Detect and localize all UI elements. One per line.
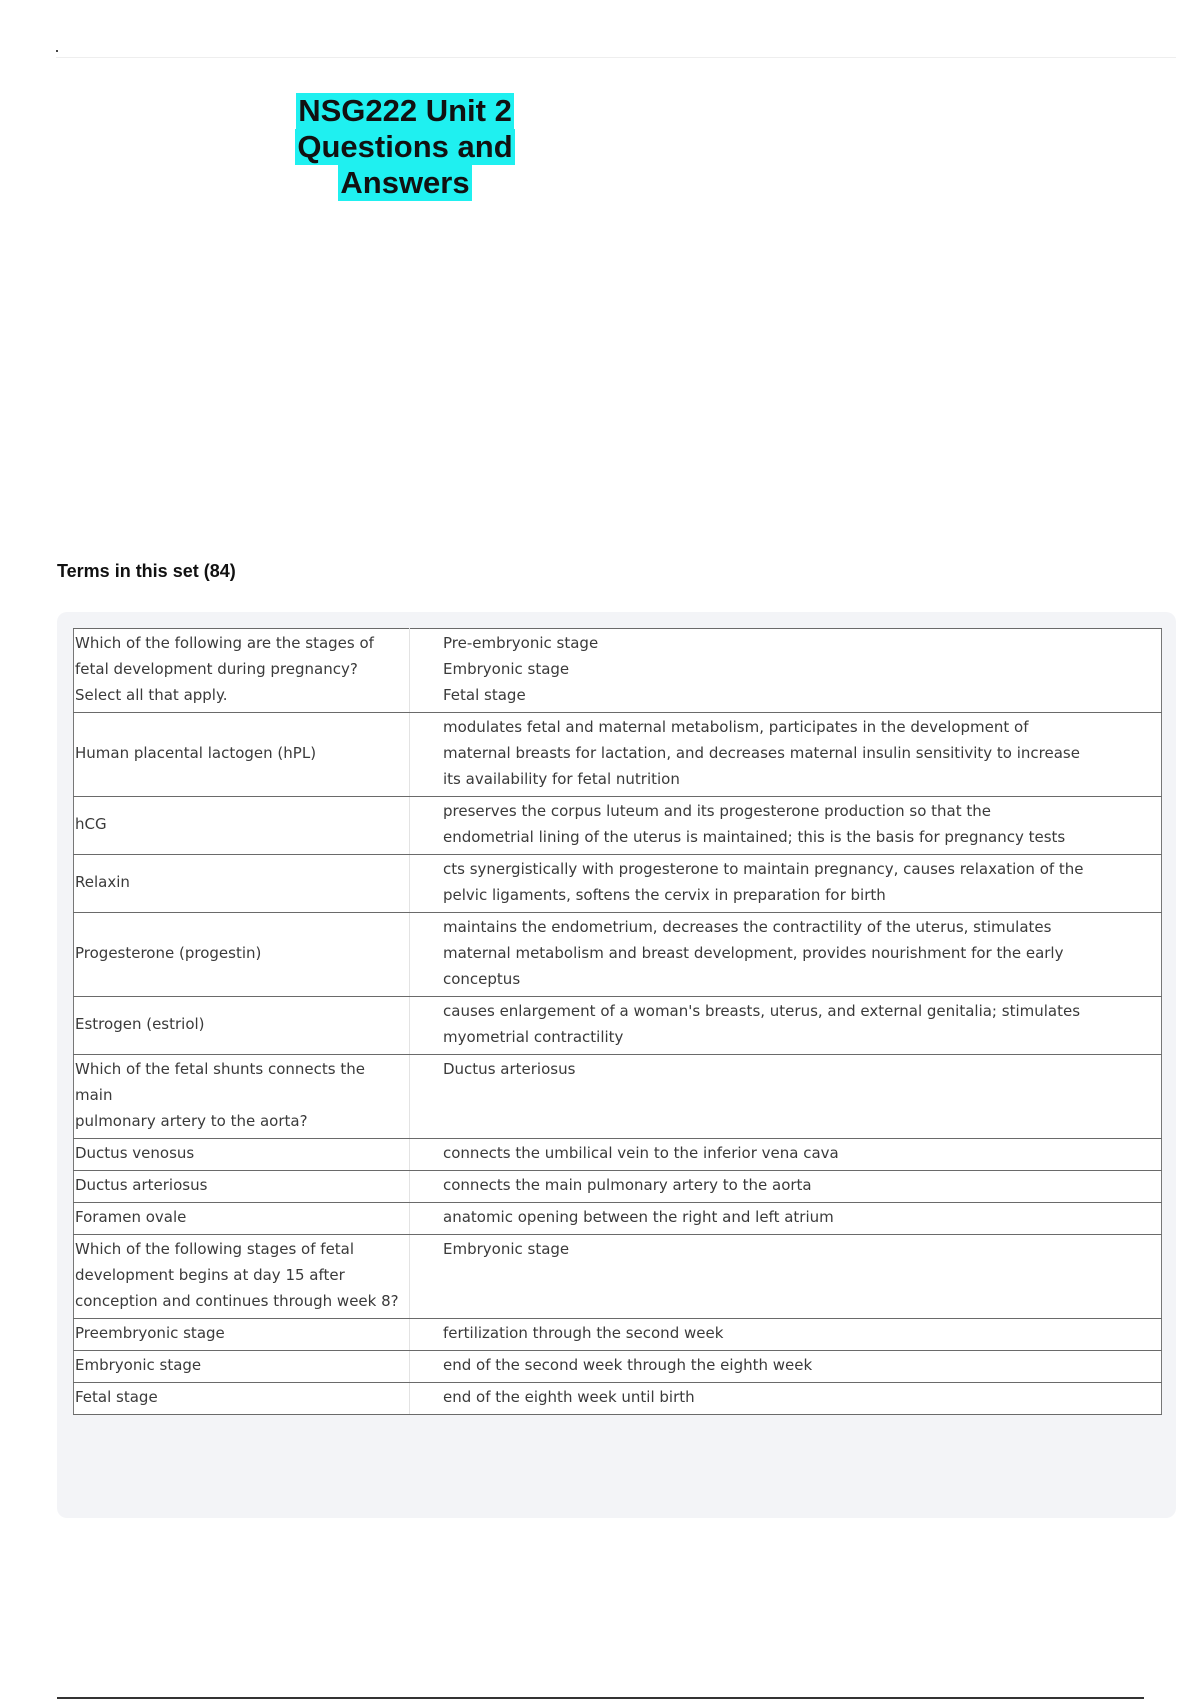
definition-cell bbox=[410, 1139, 1162, 1171]
table-row bbox=[74, 629, 1162, 713]
definition-cell bbox=[410, 1319, 1162, 1351]
definition-text: conceptus bbox=[443, 970, 521, 988]
footer-divider bbox=[57, 1697, 1144, 1699]
term-cell bbox=[74, 1139, 410, 1171]
title-line: Answers bbox=[340, 165, 470, 200]
table-row bbox=[74, 1235, 1162, 1319]
definition-text: end of the eighth week until birth bbox=[443, 1388, 695, 1406]
page-marker-dot bbox=[56, 50, 58, 52]
term-cell bbox=[74, 1235, 410, 1319]
definition-cell bbox=[410, 855, 1162, 913]
definition-text: modulates fetal and maternal metabolism, participates in the development of bbox=[443, 718, 1029, 736]
definition-cell bbox=[410, 713, 1162, 797]
term-text: Which of the following are the stages of bbox=[75, 634, 374, 652]
term-cell bbox=[74, 713, 410, 797]
title-line: Questions and bbox=[297, 129, 513, 164]
definition-text: maintains the endometrium, decreases the contractility of the uterus, stimulates bbox=[443, 918, 1052, 936]
term-text: Preembryonic stage bbox=[75, 1324, 225, 1342]
definition-text: Pre-embryonic stage bbox=[443, 634, 599, 652]
definition-text: causes enlargement of a woman's breasts, uterus, and external genitalia; stimulates bbox=[443, 1002, 1081, 1020]
table-row bbox=[74, 1383, 1162, 1415]
terms-table bbox=[73, 628, 1162, 1415]
definition-cell bbox=[410, 1235, 1162, 1319]
definition-text: its availability for fetal nutrition bbox=[443, 770, 680, 788]
table-row bbox=[74, 855, 1162, 913]
term-text: Ductus venosus bbox=[75, 1144, 195, 1162]
definition-cell bbox=[410, 913, 1162, 997]
term-text: Fetal stage bbox=[75, 1388, 158, 1406]
definition-text: endometrial lining of the uterus is maintained; this is the basis for pregnancy tests bbox=[443, 828, 1066, 846]
table-row bbox=[74, 797, 1162, 855]
term-text: Estrogen (estriol) bbox=[75, 1015, 205, 1033]
definition-text: connects the umbilical vein to the inferior vena cava bbox=[443, 1144, 839, 1162]
term-text: Human placental lactogen (hPL) bbox=[75, 744, 317, 762]
term-cell bbox=[74, 1203, 410, 1235]
table-row bbox=[74, 1171, 1162, 1203]
document-title bbox=[250, 93, 560, 201]
definition-text: pelvic ligaments, softens the cervix in preparation for birth bbox=[443, 886, 886, 904]
header-divider bbox=[56, 57, 1176, 58]
title-line: NSG222 Unit 2 bbox=[298, 93, 512, 128]
definition-cell bbox=[410, 1171, 1162, 1203]
definition-text: Ductus arteriosus bbox=[443, 1060, 576, 1078]
table-row bbox=[74, 1055, 1162, 1139]
term-text: Which of the following stages of fetal bbox=[75, 1240, 355, 1258]
term-text: Foramen ovale bbox=[75, 1208, 187, 1226]
term-text: Ductus arteriosus bbox=[75, 1176, 208, 1194]
term-text: pulmonary artery to the aorta? bbox=[75, 1112, 308, 1130]
term-text: Relaxin bbox=[75, 873, 130, 891]
definition-text: fertilization through the second week bbox=[443, 1324, 724, 1342]
term-text: conception and continues through week 8? bbox=[75, 1292, 399, 1310]
table-row bbox=[74, 1319, 1162, 1351]
definition-text: anatomic opening between the right and left atrium bbox=[443, 1208, 834, 1226]
term-text: development begins at day 15 after bbox=[75, 1266, 345, 1284]
definition-text: connects the main pulmonary artery to the aorta bbox=[443, 1176, 812, 1194]
term-cell bbox=[74, 1171, 410, 1203]
term-cell bbox=[74, 797, 410, 855]
definition-text: maternal breasts for lactation, and decreases maternal insulin sensitivity to increase bbox=[443, 744, 1080, 762]
term-text: Which of the fetal shunts connects the main bbox=[75, 1060, 365, 1104]
definition-text: preserves the corpus luteum and its progesterone production so that the bbox=[443, 802, 992, 820]
term-cell bbox=[74, 1383, 410, 1415]
table-row bbox=[74, 1351, 1162, 1383]
term-cell bbox=[74, 1319, 410, 1351]
table-row bbox=[74, 713, 1162, 797]
term-text: Embryonic stage bbox=[75, 1356, 202, 1374]
term-text: fetal development during pregnancy? bbox=[75, 660, 358, 678]
table-row bbox=[74, 1203, 1162, 1235]
term-cell bbox=[74, 855, 410, 913]
definition-text: cts synergistically with progesterone to maintain pregnancy, causes relaxation of the bbox=[443, 860, 1084, 878]
definition-cell bbox=[410, 629, 1162, 713]
definition-text: myometrial contractility bbox=[443, 1028, 624, 1046]
definition-cell bbox=[410, 1383, 1162, 1415]
term-cell bbox=[74, 1055, 410, 1139]
definition-text: maternal metabolism and breast development, provides nourishment for the early bbox=[443, 944, 1064, 962]
definition-cell bbox=[410, 1351, 1162, 1383]
definition-cell bbox=[410, 997, 1162, 1055]
definition-text: end of the second week through the eighth week bbox=[443, 1356, 813, 1374]
term-cell bbox=[74, 629, 410, 713]
term-text: Progesterone (progestin) bbox=[75, 944, 262, 962]
definition-text: Embryonic stage bbox=[443, 1240, 570, 1258]
definition-cell bbox=[410, 797, 1162, 855]
term-text: hCG bbox=[75, 815, 107, 833]
term-cell bbox=[74, 913, 410, 997]
definition-text: Fetal stage bbox=[443, 686, 526, 704]
terms-count-heading: Terms in this set (84) bbox=[57, 561, 236, 581]
term-text: Select all that apply. bbox=[75, 686, 228, 704]
table-row bbox=[74, 1139, 1162, 1171]
table-row bbox=[74, 913, 1162, 997]
table-row bbox=[74, 997, 1162, 1055]
definition-text: Embryonic stage bbox=[443, 660, 570, 678]
definition-cell bbox=[410, 1055, 1162, 1139]
term-cell bbox=[74, 1351, 410, 1383]
term-cell bbox=[74, 997, 410, 1055]
definition-cell bbox=[410, 1203, 1162, 1235]
